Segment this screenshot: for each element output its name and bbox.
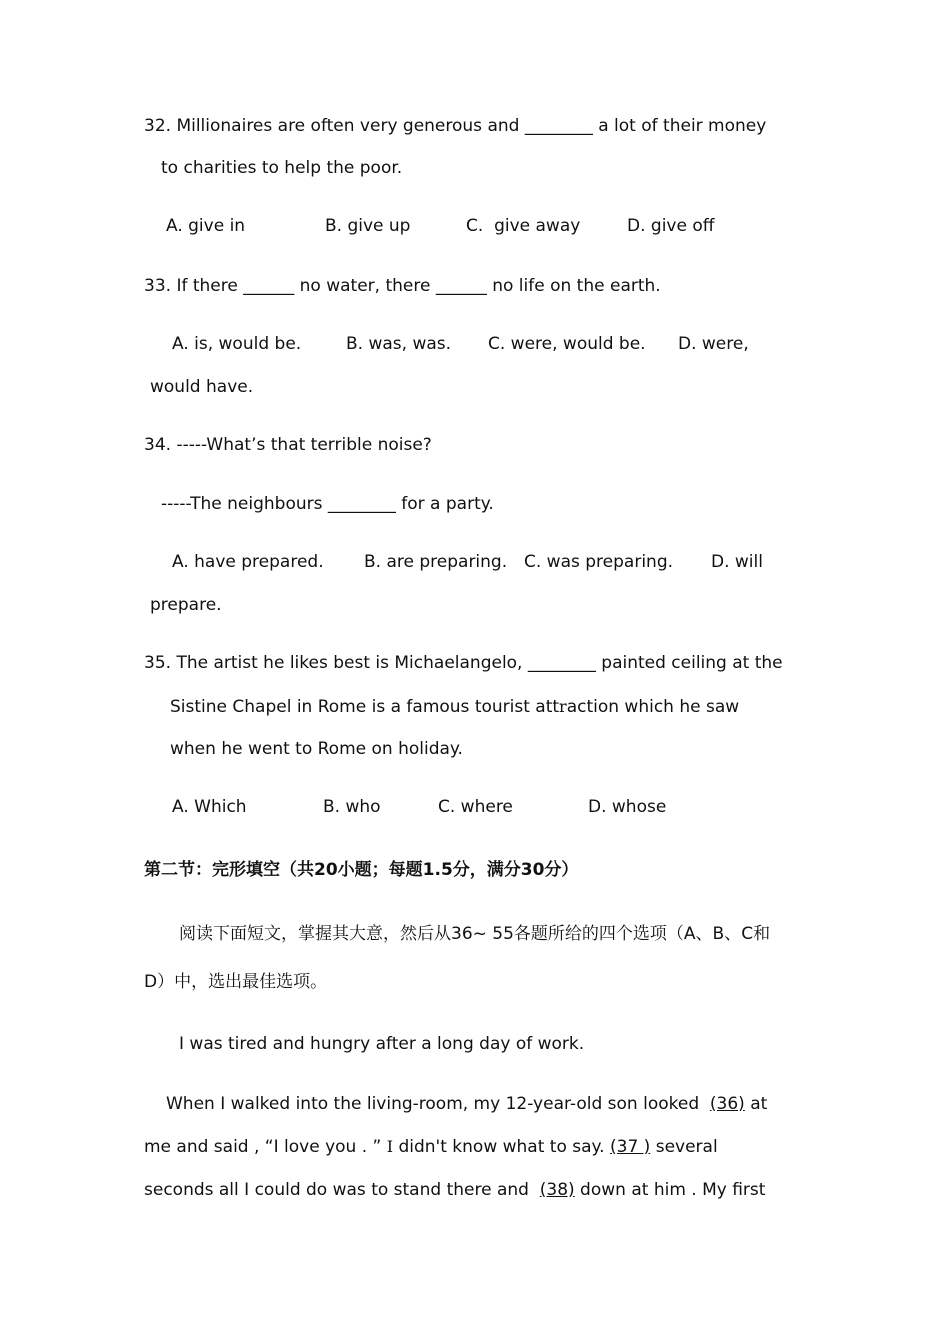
q34-option-d-wrap: prepare.	[150, 595, 222, 615]
passage-line2-text: me and said , “I love you . ”	[144, 1137, 387, 1157]
q32-option-a: A. give in	[166, 216, 246, 236]
passage-line-3	[144, 1180, 765, 1200]
q34-stem-line2: -----The neighbours ________ for a party.	[161, 494, 494, 514]
blank-36: (36)	[709, 1094, 745, 1114]
q34-stem-line1: 34. -----What’s that terrible noise?	[144, 435, 432, 455]
q32-option-d: D. give off	[627, 216, 715, 236]
q35-stem-line1: 35. The artist he likes best is Michaelangelo, ________ painted ceiling at the	[144, 653, 783, 673]
q34-option-d: D. will	[711, 552, 763, 572]
q34-option-b: B. are preparing.	[364, 552, 508, 572]
q33-option-a: A. is, would be.	[172, 334, 302, 354]
q34-option-c: C. was preparing.	[524, 552, 674, 572]
section-instructions-line1: 阅读下面短文，掌握其大意，然后从36~ 55各题所给的四个选项（A、B、C和	[179, 924, 771, 944]
q35-line2-part1: Sistine Chapel in Rome is a famous tourist att	[170, 697, 560, 717]
passage-line2-serif-i: I	[386, 1137, 394, 1156]
q33-option-c: C. were, would be.	[488, 334, 646, 354]
q33-stem: 33. If there ______ no water, there ______ no life on the earth.	[144, 276, 661, 296]
blank-37: (37 )	[610, 1137, 651, 1157]
q33-option-b: B. was, was.	[346, 334, 452, 354]
passage-line-2	[144, 1137, 718, 1157]
q35-option-a: A. Which	[172, 797, 247, 817]
q32-option-b: B. give up	[325, 216, 411, 236]
q35-line2-part2: action which he saw	[566, 697, 740, 717]
q35-option-c: C. where	[438, 797, 513, 817]
passage-paragraph-1: I was tired and hungry after a long day of work.	[179, 1034, 585, 1054]
q35-option-b: B. who	[323, 797, 381, 817]
passage-line1-end: at	[744, 1094, 768, 1114]
q35-stem-line2	[170, 697, 739, 717]
passage-line3-end: down at him . My first	[574, 1180, 766, 1200]
q32-option-c: C. give away	[466, 216, 581, 236]
q35-option-d: D. whose	[588, 797, 667, 817]
q33-option-d-wrap: would have.	[150, 377, 254, 397]
passage-line2-end: several	[650, 1137, 718, 1157]
passage-line-1	[166, 1094, 767, 1114]
passage-line3-text: seconds all I could do was to stand there and	[144, 1180, 535, 1200]
q35-line2-serif-r: r	[559, 697, 567, 716]
q32-stem-line2: to charities to help the poor.	[161, 158, 403, 178]
blank-38: (38)	[539, 1180, 575, 1200]
passage-line1-text: When I walked into the living-room, my 12-year-old son looked	[166, 1094, 705, 1114]
q34-option-a: A. have prepared.	[172, 552, 324, 572]
q32-stem-line1: 32. Millionaires are often very generous and ________ a lot of their money	[144, 116, 767, 136]
q35-stem-line3: when he went to Rome on holiday.	[170, 739, 463, 759]
passage-line2-mid: didn't know what to say.	[393, 1137, 610, 1157]
q33-option-d: D. were,	[678, 334, 749, 354]
section-heading: 第二节：完形填空（共20小题；每题1.5分，满分30分）	[144, 860, 579, 880]
section-instructions-line2: D）中，选出最佳选项。	[144, 972, 328, 992]
